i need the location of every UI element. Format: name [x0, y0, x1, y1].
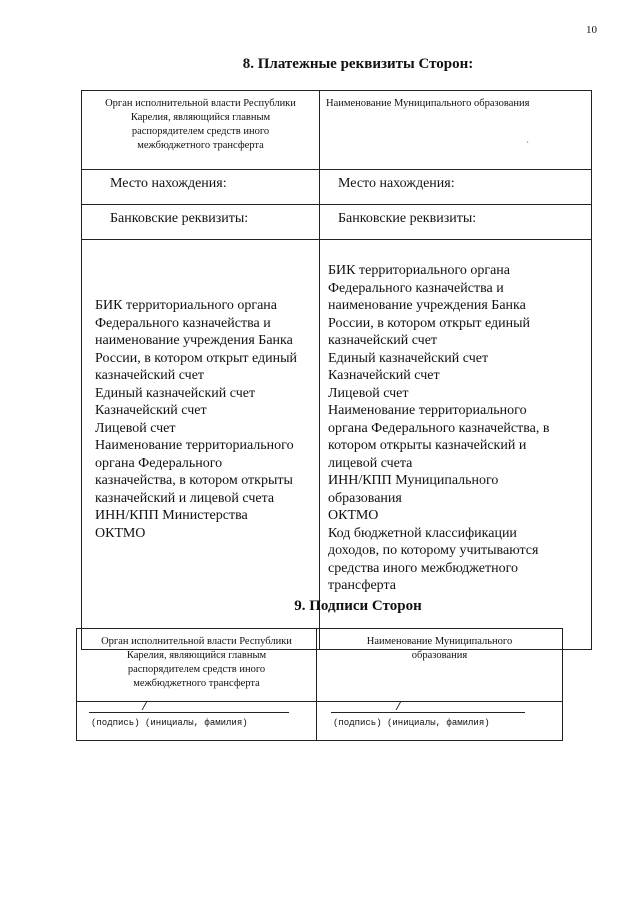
detail-line: Казначейский счет [328, 368, 440, 383]
executive-body-header [77, 629, 317, 702]
header-line: межбюджетного трансферта [137, 140, 264, 151]
municipality-header [320, 91, 592, 170]
payment-details-table [81, 90, 592, 650]
detail-line: казначейский счет [95, 368, 205, 383]
location-label-left: Место нахождения: [82, 170, 320, 205]
signature-hint: (подпись) (инициалы, фамилия) [333, 718, 490, 728]
executive-body-signature [77, 702, 317, 741]
municipality-signature [317, 702, 563, 741]
detail-line: доходов, по которому учитываются [328, 543, 539, 558]
executive-body-header [82, 91, 320, 170]
detail-line: образования [328, 490, 402, 506]
signature-slash: / [395, 702, 402, 714]
signatures-table [76, 628, 563, 741]
header-line: образования [411, 650, 468, 661]
header-line: Карелия, являющийся главным [126, 650, 267, 661]
detail-line: ИНН/КПП Министерства [95, 508, 248, 523]
executive-body-bank-details [82, 240, 320, 650]
municipality-header [317, 629, 563, 702]
header-line: Карелия, являющийся главным [130, 112, 271, 123]
header-line: Орган исполнительной власти Республики [105, 98, 296, 109]
table-row [77, 702, 563, 741]
detail-line: органа Федерального [95, 455, 223, 471]
detail-line: России, в котором открыт единый [95, 350, 298, 366]
detail-line: Единый казначейский счет [328, 350, 489, 366]
location-label-right: Место нахождения: [320, 170, 592, 205]
section-9-title: 9. Подписи Сторон [294, 598, 422, 614]
detail-line: России, в котором открыт единый [328, 315, 531, 331]
signature-line [89, 712, 289, 713]
detail-line: лицевой счета [328, 455, 413, 471]
signature-slash: / [141, 702, 148, 714]
detail-line: Лицевой счет [328, 385, 409, 401]
signature-hint: (подпись) (инициалы, фамилия) [91, 718, 248, 728]
municipality-bank-details [320, 240, 592, 650]
detail-line: казначейский и лицевой счета [95, 490, 275, 506]
detail-line: казначейский счет [328, 333, 438, 348]
header-line: Наименование Муниципального [366, 636, 513, 647]
detail-line: трансферта [328, 578, 396, 593]
bank-details-label-right: Банковские реквизиты: [320, 205, 592, 240]
detail-line: ИНН/КПП Муниципального [328, 473, 499, 488]
detail-line: ОКТМО [328, 508, 379, 523]
page-number: 10 [586, 24, 597, 36]
table-row [77, 629, 563, 702]
header-line: межбюджетного трансферта [133, 678, 260, 689]
detail-line: Код бюджетной классификации [328, 525, 517, 541]
detail-line: органа Федерального казначейства, в [328, 420, 550, 436]
detail-line: Наименование территориального [95, 438, 294, 453]
detail-line: наименование учреждения Банка [328, 298, 526, 313]
scan-mark: · [526, 138, 529, 147]
table-row [82, 240, 592, 650]
detail-line: наименование учреждения Банка [95, 333, 293, 348]
detail-line: ОКТМО [95, 525, 146, 541]
header-line: Орган исполнительной власти Республики [101, 636, 292, 647]
detail-line: Наименование территориального [328, 403, 527, 418]
detail-line: средства иного межбюджетного [328, 560, 518, 576]
detail-line: казначейства, в котором открыты [95, 473, 293, 488]
table-row [82, 205, 592, 240]
header-line: распорядителем средств иного [131, 126, 270, 137]
detail-line: Федерального казначейства и [328, 280, 504, 296]
detail-line: Казначейский счет [95, 403, 207, 418]
signature-line [331, 712, 525, 713]
detail-line: Федерального казначейства и [95, 315, 271, 331]
table-row [82, 170, 592, 205]
detail-line: БИК территориального органа [328, 263, 510, 278]
detail-line: БИК территориального органа [95, 298, 277, 313]
table-row [82, 91, 592, 170]
detail-line: Лицевой счет [95, 420, 176, 436]
header-line: распорядителем средств иного [127, 664, 266, 675]
detail-line: котором открыты казначейский и [328, 438, 527, 453]
header-line: Наименование Муниципального образования [326, 98, 530, 109]
section-8-title: 8. Платежные реквизиты Сторон: [242, 56, 474, 72]
bank-details-label-left: Банковские реквизиты: [82, 205, 320, 240]
detail-line: Единый казначейский счет [95, 385, 256, 401]
